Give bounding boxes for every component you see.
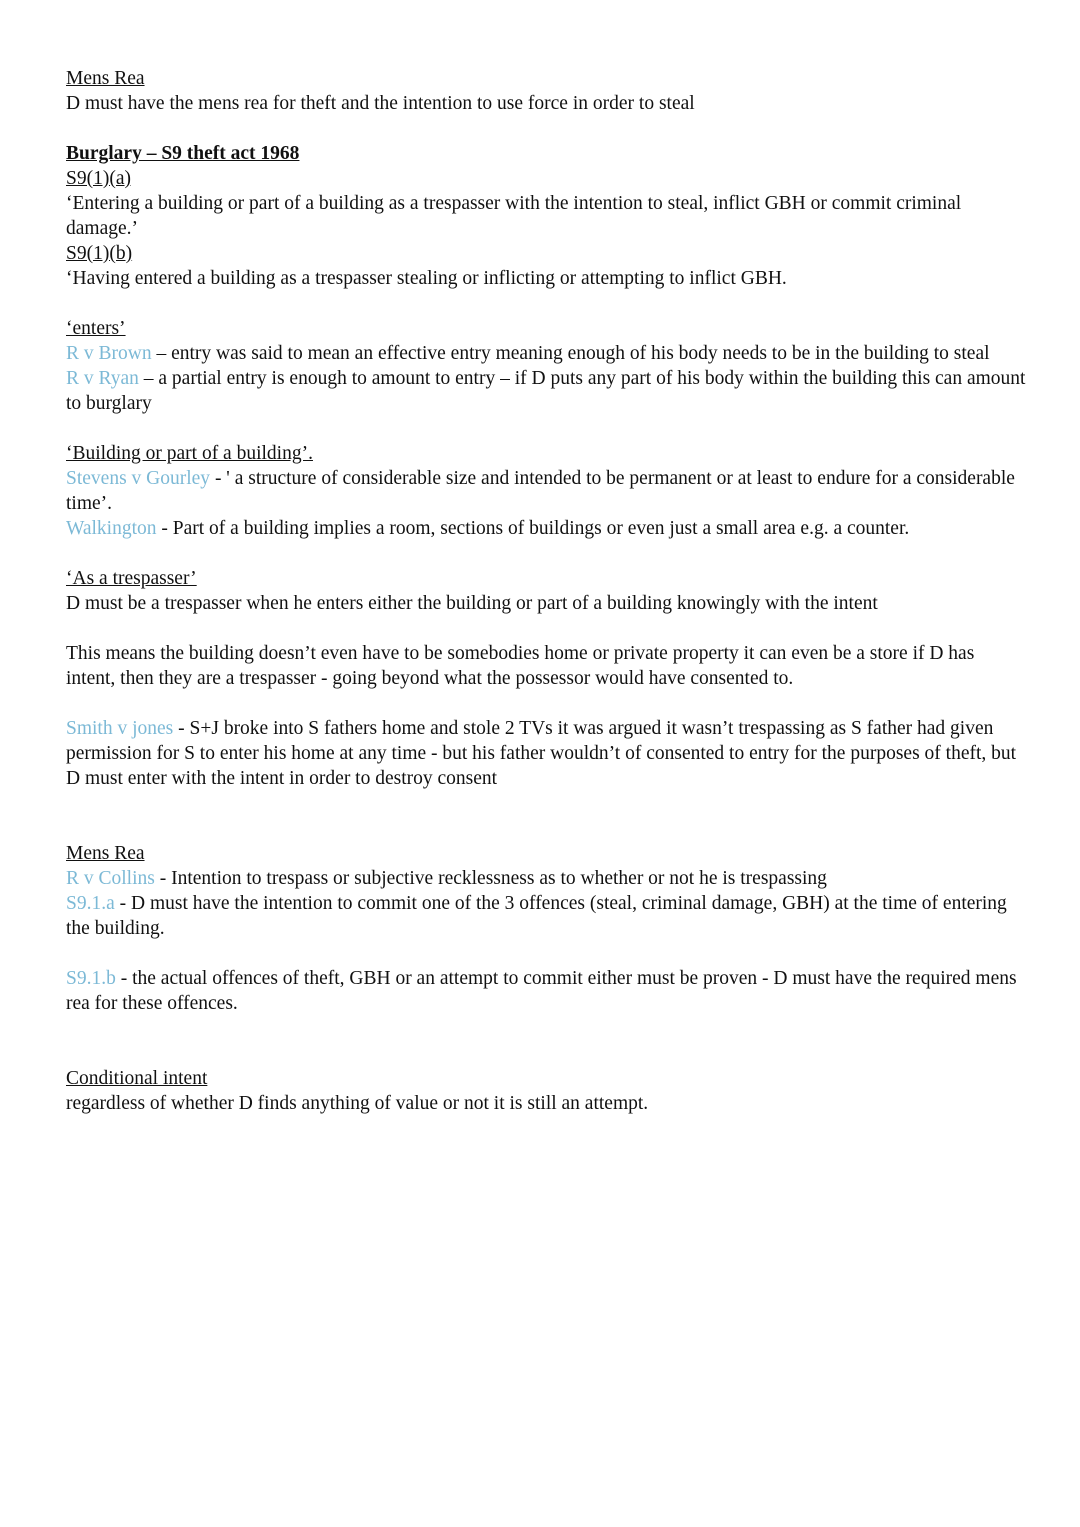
s9-1a-text: ‘Entering a building or part of a building as a trespasser with the intention to steal, inflict GBH or commit criminal damage.’ [66,193,962,239]
burglary-mens-rea-heading: Mens Rea [66,843,145,864]
s9-1b-heading: S9(1)(b) [66,243,133,264]
trespasser-text: D must be a trespasser when he enters either the building or part of a building knowingly with the intent [66,593,878,614]
case-name-r-v-collins: R v Collins [66,868,155,889]
trespasser-case-smith [66,716,1026,791]
building-case-stevens [66,466,1026,516]
case-name-r-v-brown: R v Brown [66,343,152,364]
case-text-stevens-v-gourley: - ' a structure of considerable size and intended to be permanent or at least to endure for a considerable time’. [66,468,1015,514]
trespasser-heading: ‘As a trespasser’ [66,568,197,589]
mens-rea-s9-1a [66,891,1026,941]
mens-rea-s9-1b [66,966,1026,1016]
case-name-walkington: Walkington [66,518,157,539]
conditional-intent-heading: Conditional intent [66,1068,208,1089]
s9-1a-heading: S9(1)(a) [66,168,131,189]
enters-case-ryan [66,366,1026,416]
s9-1b-text: ‘Having entered a building as a trespasser stealing or inflicting or attempting to inflict GBH. [66,268,787,289]
case-text-r-v-brown: – entry was said to mean an effective entry meaning enough of his body needs to be in the building to steal [151,343,990,364]
ref-s9-1-a-text: - D must have the intention to commit one of the 3 offences (steal, criminal damage, GBH) at the time of entering the building. [66,893,1007,939]
burglary-heading: Burglary – S9 theft act 1968 [66,143,300,164]
document-page [66,66,1026,1116]
trespasser-explanation: This means the building doesn’t even have to be somebodies home or private property it can even be a store if D has intent, then they are a trespasser - going beyond what the possessor would have consented to. [66,643,975,689]
case-text-smith-v-jones: - S+J broke into S fathers home and stole 2 TVs it was argued it wasn’t trespassing as S father had given permission for S to enter his home at any time - but his father wouldn’t of consented to entry for the purposes of theft, but D must enter with the intent in order to destroy consent [66,718,1017,789]
building-case-walkington [66,516,1026,541]
robbery-mens-rea-heading: Mens Rea [66,68,145,89]
case-name-stevens-v-gourley: Stevens v Gourley [66,468,211,489]
ref-s9-1-b-text: - the actual offences of theft, GBH or an attempt to commit either must be proven - D must have the required mens rea for these offences. [66,968,1017,1014]
enters-case-brown [66,341,1026,366]
case-text-r-v-collins: - Intention to trespass or subjective recklessness as to whether or not he is trespassing [154,868,827,889]
ref-s9-1-a: S9.1.a [66,893,115,914]
case-name-smith-v-jones: Smith v jones [66,718,174,739]
case-text-walkington: - Part of a building implies a room, sections of buildings or even just a small area e.g. a counter. [156,518,910,539]
robbery-mens-rea-text: D must have the mens rea for theft and the intention to use force in order to steal [66,93,695,114]
case-text-r-v-ryan: – a partial entry is enough to amount to entry – if D puts any part of his body within the building this can amount to burglary [66,368,1026,414]
building-heading: ‘Building or part of a building’. [66,443,313,464]
mens-rea-case-collins [66,866,1026,891]
ref-s9-1-b: S9.1.b [66,968,116,989]
enters-heading: ‘enters’ [66,318,126,339]
case-name-r-v-ryan: R v Ryan [66,368,139,389]
conditional-intent-text: regardless of whether D finds anything of value or not it is still an attempt. [66,1093,649,1114]
